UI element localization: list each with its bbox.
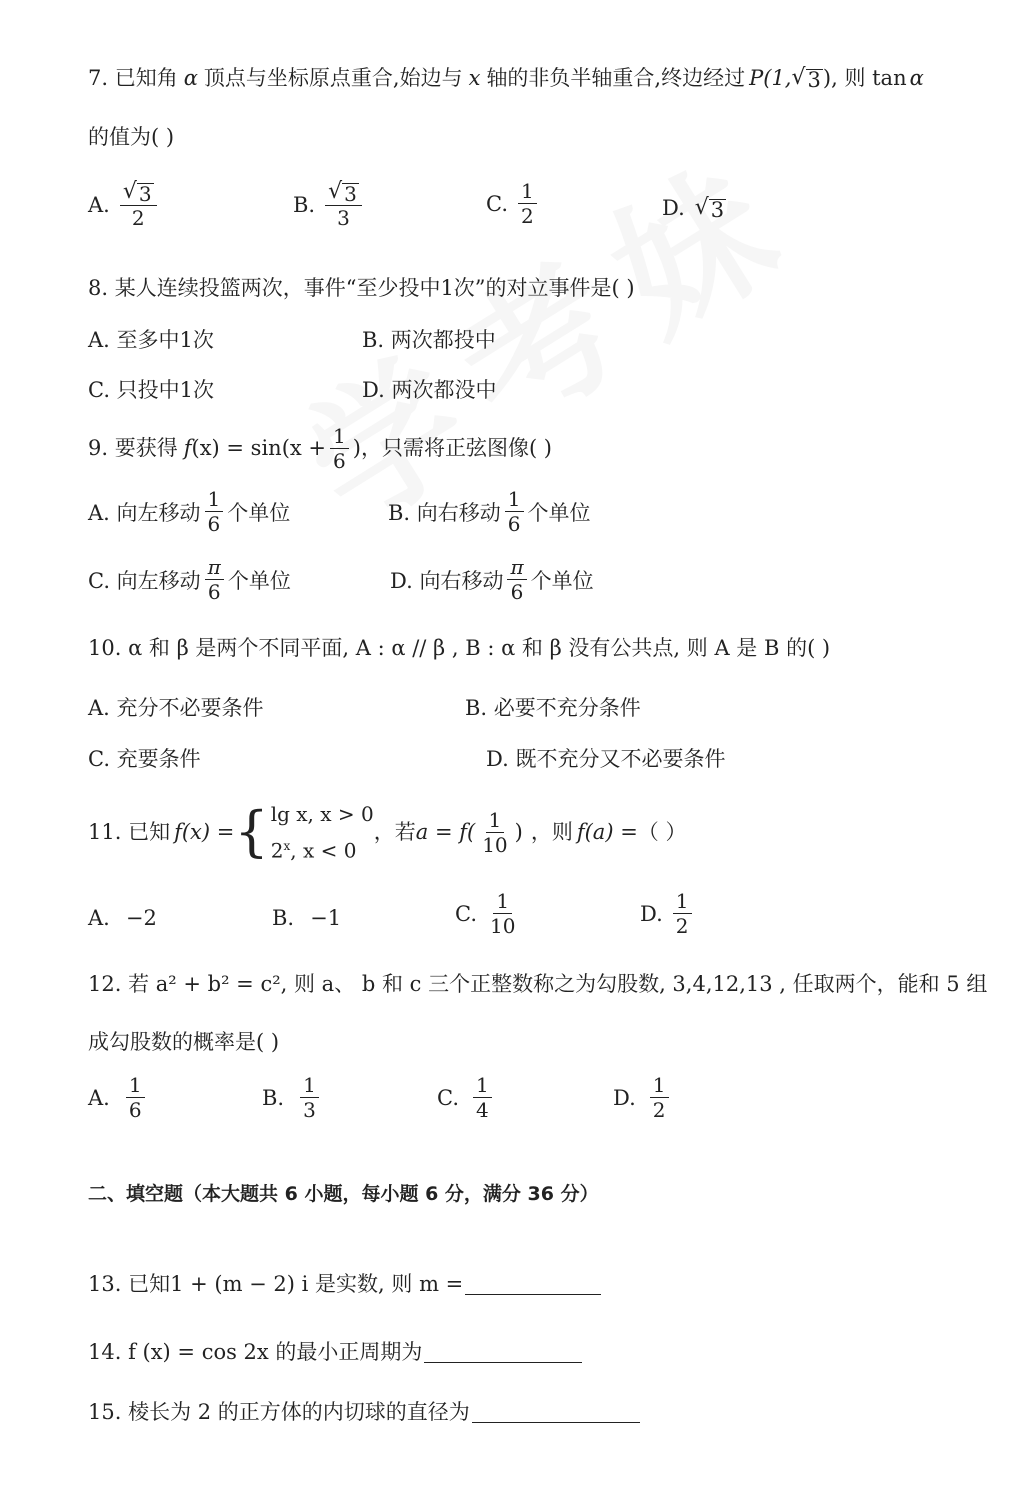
q12-option-d[interactable]	[613, 1074, 673, 1121]
option-label: A.	[88, 906, 110, 930]
fraction-denominator: 6	[510, 580, 524, 604]
q7-point: P(1,	[749, 66, 792, 90]
q7-option-b[interactable]	[293, 180, 366, 229]
piecewise-case-2: 2$^x$, x < 0	[270, 838, 357, 863]
q8-option-c[interactable]: C. 只投中1次	[88, 378, 215, 402]
option-label: A.	[88, 1085, 110, 1110]
q11-blank: （ ）	[637, 820, 687, 844]
fraction	[205, 488, 224, 535]
q7-option-d[interactable]	[662, 196, 726, 220]
fraction-denominator: 6	[507, 512, 521, 536]
q12-option-c[interactable]	[437, 1074, 496, 1121]
fraction	[673, 890, 692, 937]
q11-f: f(x) =	[174, 820, 235, 844]
fraction-denominator: 4	[476, 1098, 489, 1122]
q13-answer-blank[interactable]	[465, 1274, 601, 1295]
q15	[88, 1398, 640, 1426]
sqrt-arg: 3	[710, 197, 725, 222]
option-value: −2	[125, 906, 157, 930]
q7-line2: 的值为( )	[88, 125, 175, 149]
fraction-denominator: 6	[128, 1098, 142, 1122]
piecewise-case-1: lg x, x > 0	[270, 801, 374, 826]
option-text: A. 向左移动	[88, 500, 201, 525]
option-label: B.	[262, 1085, 285, 1110]
q9-option-c[interactable]	[88, 556, 291, 603]
fraction	[126, 1074, 145, 1121]
q12-line1: 12. 若 a² + b² = c², 则 a、 b 和 c 三个正整数称之为勾股数, 3,4,12,13 , 任取两个，能和 5 组	[88, 972, 988, 996]
q7-text-1: 顶点与坐标原点重合,始边与	[203, 66, 463, 90]
fraction-denominator: 6	[207, 580, 221, 604]
option-label: D.	[613, 1085, 636, 1110]
q14-answer-blank[interactable]	[424, 1342, 582, 1363]
fraction: √ 3 3	[325, 180, 362, 229]
fraction-numerator: 1	[486, 809, 505, 833]
option-label: C.	[455, 901, 477, 926]
option-text: 个单位	[227, 500, 291, 525]
q7-option-a[interactable]	[88, 180, 161, 229]
option-text: 个单位	[527, 500, 591, 525]
q10-stem: 10. α 和 β 是两个不同平面, A : α // β , B : α 和 β 没有公共点, 则 A 是 B 的( )	[88, 636, 831, 660]
q7-option-c[interactable]	[486, 180, 541, 227]
q9-post: )，只需将正弦图像( )	[352, 436, 553, 460]
fraction-numerator: π	[507, 556, 526, 580]
q14	[88, 1338, 582, 1366]
fraction	[487, 890, 518, 937]
fraction-numerator: 1	[205, 488, 224, 512]
option-label: B.	[293, 192, 316, 217]
option-value: −1	[310, 906, 342, 930]
q11-option-b[interactable]	[272, 906, 341, 930]
fraction	[518, 180, 537, 227]
fraction-numerator: π	[205, 556, 224, 580]
q7-sqrt-arg: 3	[807, 67, 821, 92]
option-text: B. 向右移动	[388, 500, 501, 525]
q12-line2: 成勾股数的概率是( )	[88, 1030, 280, 1054]
fraction	[473, 1074, 492, 1121]
q7-text-3: , 则 tan	[831, 66, 907, 90]
q10-option-b[interactable]: B. 必要不充分条件	[465, 696, 641, 720]
q7-stem-start: 7. 已知角	[88, 66, 178, 90]
fraction-numerator: 1	[493, 890, 512, 914]
fraction	[479, 809, 510, 856]
q14-text: 14. f (x) = cos 2x 的最小正周期为	[88, 1340, 423, 1364]
q7-alpha: α	[183, 66, 198, 90]
fraction	[300, 1074, 319, 1121]
fraction-denominator: 3	[303, 1098, 316, 1122]
q8-option-a[interactable]: A. 至多中1次	[88, 328, 214, 352]
fraction-numerator: 1	[300, 1074, 319, 1098]
q13-text: 13. 已知1 + (m − 2) i 是实数, 则 m =	[88, 1272, 464, 1296]
q15-text: 15. 棱长为 2 的正方体的内切球的直径为	[88, 1400, 470, 1424]
q10-option-c[interactable]: C. 充要条件	[88, 747, 201, 771]
q11-pre: 11. 已知	[88, 820, 171, 844]
q8-option-d[interactable]: D. 两次都没中	[362, 378, 497, 402]
fraction-denominator: 2	[675, 914, 689, 938]
option-text: 个单位	[227, 568, 291, 593]
option-label: B.	[272, 906, 295, 930]
fraction-denominator: 2	[652, 1098, 666, 1122]
q12-option-b[interactable]	[262, 1074, 323, 1121]
fraction	[505, 488, 524, 535]
fraction-denominator: 3	[337, 206, 350, 230]
fraction-numerator: 1	[650, 1074, 669, 1098]
q11-a-eq: a = f(	[415, 820, 476, 844]
q11-mid: ，若	[373, 820, 416, 844]
fraction-numerator: 1	[473, 1074, 492, 1098]
q8-stem: 8. 某人连续投篮两次，事件“至少投中1次”的对立事件是( )	[88, 276, 635, 300]
fraction	[330, 425, 349, 472]
option-label: C.	[437, 1085, 459, 1110]
fraction-numerator: 1	[330, 425, 349, 449]
fraction	[650, 1074, 669, 1121]
q7-x: x	[468, 66, 481, 90]
q11-option-a[interactable]	[88, 906, 157, 930]
q11-option-c[interactable]	[455, 890, 522, 937]
fraction: √ 3 2	[120, 180, 157, 229]
q9-option-a[interactable]	[88, 488, 290, 535]
fraction	[205, 556, 224, 603]
option-label: C.	[486, 191, 508, 216]
q9-option-b[interactable]	[388, 488, 591, 535]
fraction-numerator: 1	[518, 180, 537, 204]
q11-fa: f(a) =	[576, 820, 638, 844]
q10-option-d[interactable]: D. 既不充分又不必要条件	[486, 747, 726, 771]
option-label: D.	[662, 196, 685, 220]
fraction-numerator: 1	[126, 1074, 145, 1098]
q9-f: f	[183, 436, 192, 460]
q7-sqrt: √ 3	[791, 64, 821, 92]
q9-stem	[88, 422, 552, 474]
fraction-denominator: 2	[521, 204, 534, 228]
q7-alpha-2: α	[909, 66, 924, 90]
q7-text-2: 轴的非负半轴重合,终边经过	[486, 66, 746, 90]
q15-answer-blank[interactable]	[472, 1402, 640, 1423]
option-label: D.	[640, 901, 663, 926]
q11-post: ，则	[530, 820, 573, 844]
q8-option-b[interactable]: B. 两次都投中	[362, 328, 496, 352]
fraction-denominator: 6	[207, 512, 221, 536]
fraction-denominator: 6	[333, 448, 346, 473]
fraction	[507, 556, 526, 603]
fraction-numerator: 3	[344, 182, 357, 206]
q7-close: )	[822, 66, 832, 90]
fraction-numerator: 1	[673, 890, 692, 914]
sqrt: √ 3	[694, 194, 725, 222]
option-text: D. 向右移动	[390, 568, 504, 593]
q9-pre: 9. 要获得	[88, 436, 178, 460]
q12-option-a[interactable]	[88, 1074, 149, 1121]
fraction-denominator: 10	[482, 832, 508, 857]
q11-close: )	[514, 820, 523, 844]
option-text: 个单位	[530, 568, 594, 593]
option-label: A.	[88, 192, 110, 217]
fraction-denominator: 10	[490, 914, 516, 938]
fraction-numerator: 3	[138, 182, 152, 206]
q11-stem	[88, 796, 686, 868]
q9-option-d[interactable]	[390, 556, 594, 603]
fraction-numerator: 1	[505, 488, 524, 512]
q10-option-a[interactable]: A. 充分不必要条件	[88, 696, 264, 720]
section-heading: 二、填空题（本大题共 6 小题，每小题 6 分，满分 36 分）	[88, 1183, 599, 1205]
option-text: C. 向左移动	[88, 568, 201, 593]
fraction-denominator: 2	[131, 206, 145, 230]
q9-eq: (x) = sin(x +	[191, 436, 327, 460]
piecewise-function: { lg x, x > 0 2$^x$, x < 0	[234, 798, 373, 867]
q13	[88, 1270, 601, 1298]
q11-option-d[interactable]	[640, 890, 696, 937]
q7-stem	[88, 64, 924, 92]
